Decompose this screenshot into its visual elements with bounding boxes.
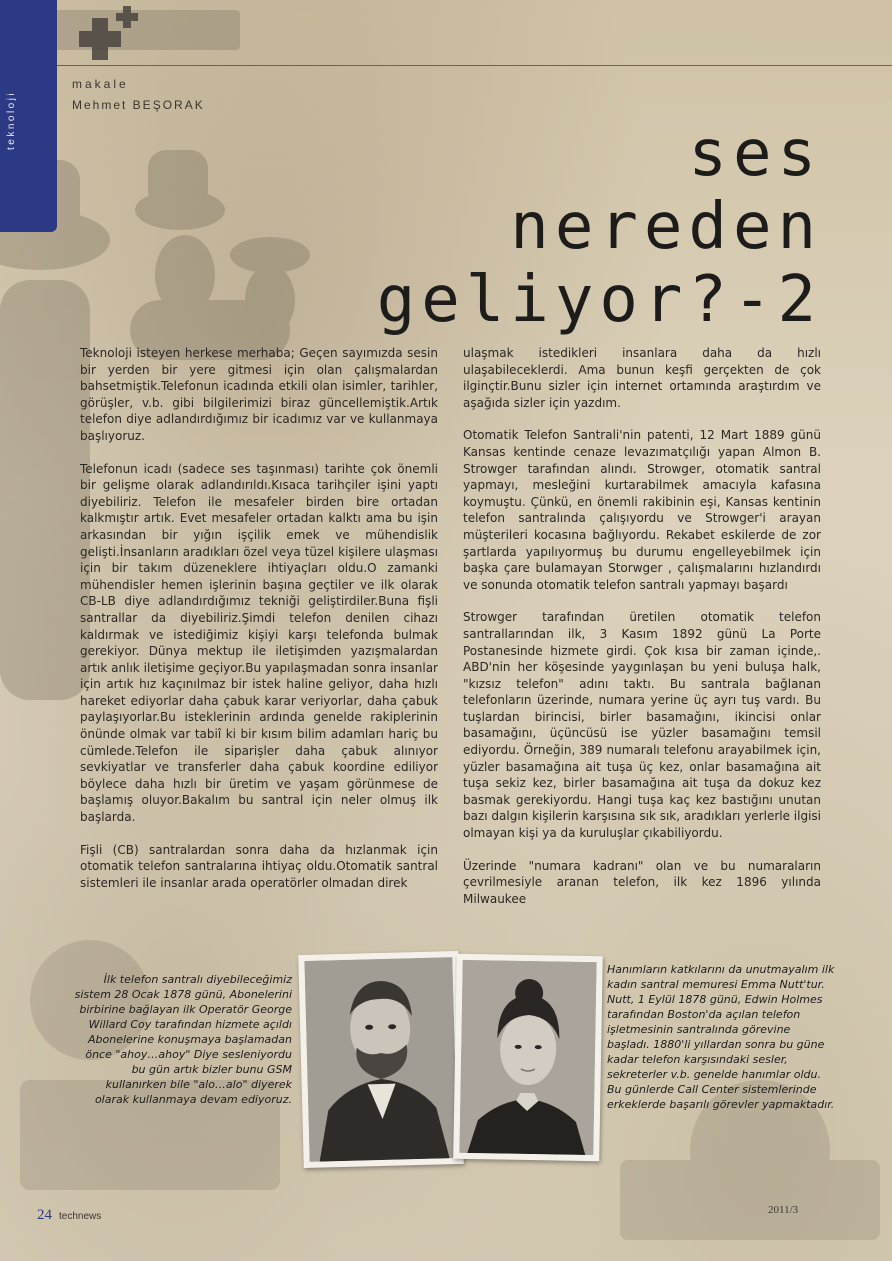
title-line-1: ses [688,117,822,191]
side-tab-label: teknoloji [6,90,17,150]
paragraph: ulaşmak istedikleri insanlara daha da hızlı ulaşabileceklerdi. Ama bunun keşfi gerçekten de çok ilginçtir.Bunu sizler için internet ortamında araştırdım ve aşağıda sizler için yazdım. [463,346,821,410]
header-rule [56,65,892,66]
page-number: 24 [37,1207,52,1223]
author-name: Mehmet BEŞORAK [72,98,205,112]
article-column-left [80,345,438,907]
portrait-photo-man [298,951,464,1168]
magazine-brand: technews [59,1211,102,1222]
section-side-tab [0,0,57,232]
paragraph: Teknoloji isteyen herkese merhaba; Geçen sayımızda sesin bir yerden bir yere gitmesi için olan çalışmalardan bahsetmiştik.Telefonun icadında etkili olan isimler, tarihler, görüşler, v.b. gibi bilgilerimizi biraz güncellemiştik.Artık telefon diye adlandırdığımız bir icadımız var ve kullanmaya başlıyoruz. [80,346,438,443]
section-label: makale [72,77,129,91]
paragraph: Üzerinde "numara kadranı" olan ve bu numaraların çevrilmesiyle aranan telefon, ilk kez 1896 yılında Milwaukee [463,858,821,906]
paragraph: Telefonun icadı (sadece ses taşınması) tarihte çok önemli bir gelişme olarak adlandırıldı.Kısaca tarihçiler işini yaptı diyebiliriz. Telefon ile mesafeler birden bire ortadan kalkmıştır artık. Evet mesafeler ortadan kalktı ama bu işin arkasından bir yığın işçilik emek ve mühendislik gelişti.İnsanların aradıkları özel veya tüzel kişilere ulaşması için bir takım düzeneklere ihtiyaçları oldu.O zamanki mühendisler hemen işlerinin başına geçtiler ve ilk olarak CB-LB diye adlandırdığımız tekniği geliştirdiler.Buna fişli santrallar da diyebiliriz.Şimdi telefon denilen cihazı kaldırmak ve istediğimiz kişiyi karşı telefonda bulmak gerekiyor. Dünya mektup ile iletişimden yazışmalardan artık anlık iletişime geçiyor.Bu yapılaşmadan sonra insanlar için artık hız kaçınılmaz bir istek haline geliyor, daha hızlı hareket ediyorlar daha çabuk karar veriyorlar, daha çabuk paylaşıyorlar.Bu isteklerinin ardında genelde rakiplerinin önünde olmak var tabiî ki bir kısım bilim adamları hariç bu cümlede.Telefon ile siparişler daha çabuk alınıyor sevkiyatlar ve transferler daha çabuk koordine ediliyor böylece daha hızlı bir üretim ve yaşam görünmese de başlamış oluyor.Bakalım bu santral için neler olmuş ilk başlarda. [80,461,438,825]
photo-caption-right: Hanımların katkılarını da unutmayalım ilk kadın santral memuresi Emma Nutt'tur. Nutt, 1 Eylül 1878 günü, Edwin Holmes tarafından Boston'da açılan telefon işletmesinin santralında görevine başladı. 1880'li yıllardan sonra bu güne kadar telefon karşısındaki sesler, sekreterler v.b. genelde hanımlar oldu. Bu günlerde Call Center sistemlerinde erkeklerde başarılı görevler yapmaktadır. [607,963,835,1111]
article-column-right [463,345,821,923]
article-title [377,118,822,337]
issue-number: 2011/3 [768,1204,799,1216]
title-line-2: nereden [510,190,822,264]
paragraph: Fişli (CB) santralardan sonra daha da hızlanmak için otomatik telefon santralarına ihtiyaç oldu.Otomatik santral sistemleri ile insanlar arada operatörler olmadan direk [80,842,438,890]
photo-caption-left: İlk telefon santralı diyebileceğimiz sistem 28 Ocak 1878 günü, Abonelerini birbirine bağlayan ilk Operatör George Willard Coy tarafından hizmete açıldı Abonelerine konuşmaya başlamadan önce "ahoy…ahoy" Diye sesleniyordu bu gün artık bizler bunu GSM kullanırken bile "alo…alo" diyerek olarak kullanmaya devam ediyoruz. [74,973,292,1106]
portrait-man-image [304,957,457,1162]
paragraph: Strowger tarafından üretilen otomatik telefon santrallarından ilk, 3 Kasım 1892 günü La Porte Postanesinde hizmete girdi. Çok kısa bir zaman içinde,. ABD'nin her köşesinde yaygınlaşan bu yeni buluşa halk, "kızsız telefon" adını taktı. Bu santrala bağlanan telefonların üzerinde, numara yerine üç ayrı tuş vardı. Bu tuşlardan birincisi, birler basamağını, ikincisi onlar basamağını, üçüncüsü ise yüzler basamağını temsil ediyordu. Örneğin, 389 numaralı telefonu arayabilmek için, yüzler basamağına ait tuşa üç kez, onlar basamağına ait tuşa sekiz kez, birler basamağına ait tuşa da dokuz kez basmak gerekiyordu. Hangi tuşa kaç kez bastığını unutan bazı dalgın kişilerin karşısına sık sık, aradıkları yerlerle ilgisi olmayan kişi ya da kuruluşlar çıkabiliyordu. [463,610,821,841]
title-line-3: geliyor?-2 [376,263,822,337]
portrait-photo-woman [453,954,603,1162]
paragraph: Otomatik Telefon Santrali'nin patenti, 12 Mart 1889 günü Kansas kentinde cenaze levazımatçılığı yapan Almon B. Strowger tarafından alındı. Strowger, otomatik santral yapmayı, mesleğini kurtarabilmek amacıyla kafasına koymuştu. Çünkü, en önemli rakibinin eşi, Kansas kentinin telefon santralında çalışıyordu ve Strowger'i arayan müşterileri kocasına bağlıyordu. Rekabet eskilerde de zor şartlarda yapılıyormuş bu durumu engelleyebilmek için başka çare bulamayan Storwger , çalışmalarını hızlandırdı ve sonunda otomatik telefon santralı yapmayı başardı [463,428,821,592]
portrait-woman-image [459,960,596,1155]
